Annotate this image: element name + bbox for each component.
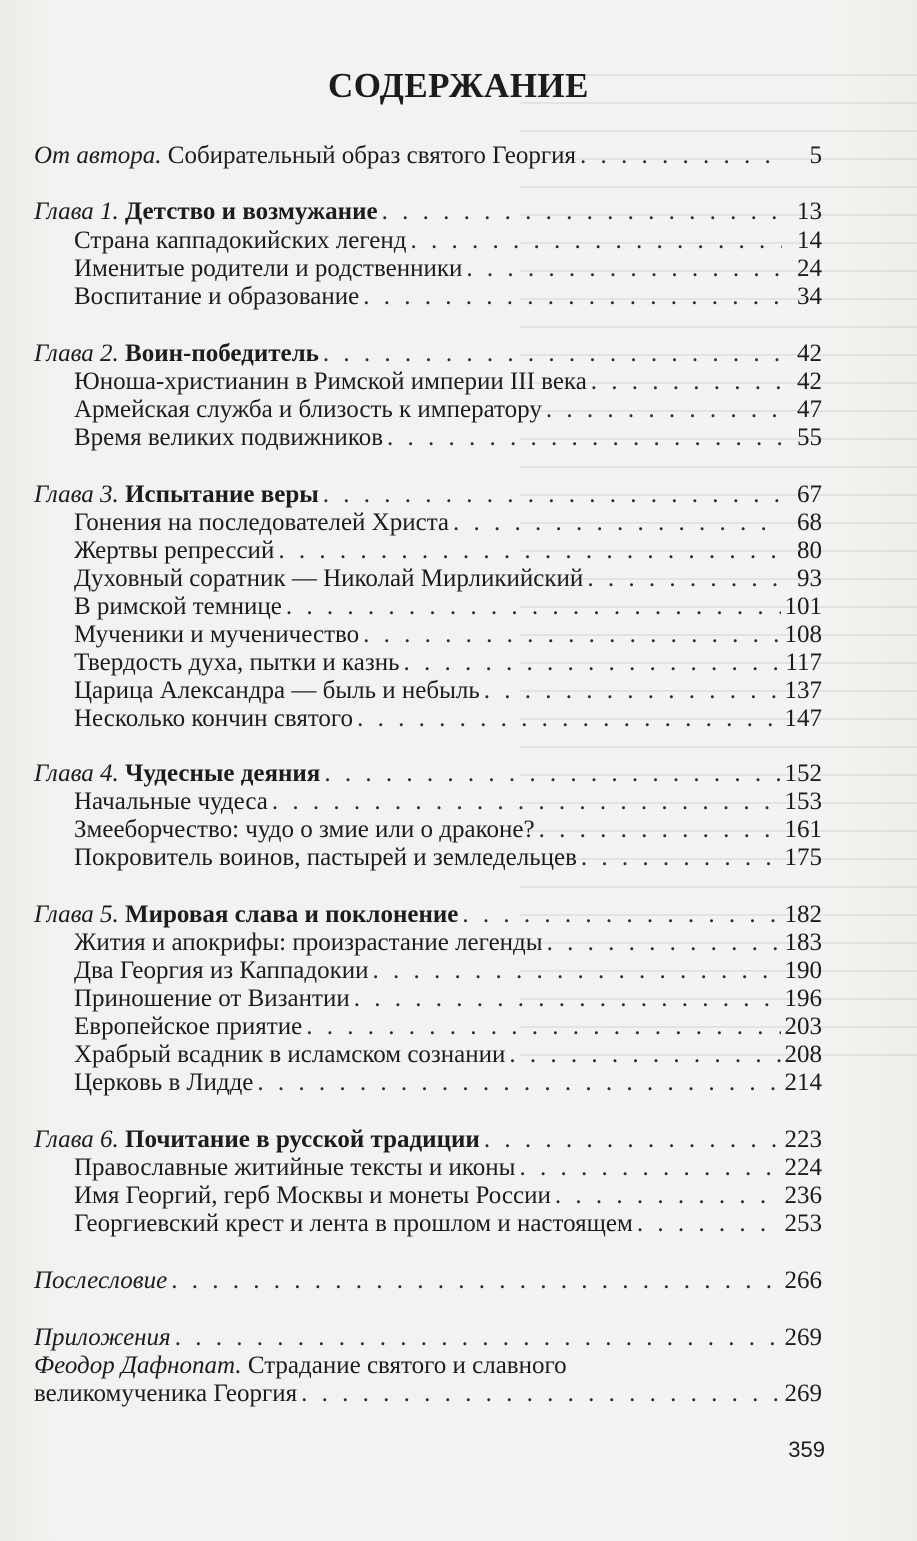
section-title: В римской темнице [74, 593, 282, 620]
chapter-prefix: Глава 4. [34, 760, 119, 787]
toc-section [34, 703, 822, 735]
page-number: 190 [784, 957, 822, 984]
section-title: Георгиевский крест и лента в прошлом и настоящем [74, 1210, 633, 1237]
page-number: 24 [797, 255, 822, 282]
entry-title: Страдание святого и славного [241, 1352, 567, 1379]
section-title: Страна каппадокийских легенд [74, 227, 407, 254]
page-number: 93 [797, 565, 822, 592]
section-title: Воспитание и образование [74, 283, 360, 310]
section-title: Храбрый всадник в исламском сознании [74, 1041, 506, 1068]
toc-entry-appendix-1-line-2 [34, 1378, 822, 1410]
section-title: Время великих подвижников [74, 424, 383, 451]
chapter-prefix: Глава 1. [34, 198, 119, 225]
page-number: 147 [784, 705, 822, 732]
leader-dots [257, 1067, 780, 1099]
chapter-title: Испытание веры [118, 481, 319, 508]
section-title: Именитые родители и родственники [74, 255, 463, 282]
page-number: 175 [784, 844, 822, 871]
section-title: Армейская служба и близость к императору [74, 396, 542, 423]
leader-dots [387, 422, 782, 454]
page-title: СОДЕРЖАНИЕ [327, 66, 589, 105]
section-title: Приношение от Византии [74, 985, 350, 1012]
section-title: Твердость духа, пытки и казнь [74, 649, 400, 676]
toc-section [34, 422, 822, 454]
section-title: Мученики и мученичество [74, 621, 360, 648]
leader-dots [637, 1208, 781, 1240]
page-number: 14 [797, 227, 822, 254]
section-title: Юноша-христианин в Римской империи III века [74, 368, 587, 395]
section-title: Гонения на последователей Христа [74, 509, 450, 536]
toc-section [34, 842, 822, 874]
page-number: 47 [797, 396, 822, 423]
page-number: 68 [797, 509, 822, 536]
page-number: 5 [809, 142, 822, 169]
section-title: Жития и апокрифы: произрастание легенды [74, 929, 543, 956]
page-number: 153 [784, 788, 822, 815]
page-number: 236 [784, 1182, 822, 1209]
chapter-prefix: Глава 2. [34, 340, 119, 367]
page-number: 13 [797, 198, 822, 225]
page-number: 269 [784, 1380, 822, 1407]
page-number: 269 [784, 1324, 822, 1351]
entry-title-continued: великомученика Георгия [34, 1380, 298, 1407]
toc-chapter-1 [34, 196, 822, 228]
page-folio-number: 359 [788, 1437, 825, 1462]
leader-dots [580, 140, 782, 172]
entry-prefix: От автора. [34, 142, 162, 169]
chapter-title: Мировая слава и поклонение [118, 901, 459, 928]
toc-section [34, 281, 822, 313]
chapter-prefix: Глава 3. [34, 481, 119, 508]
page-number: 117 [785, 649, 822, 676]
page-number: 55 [797, 424, 822, 451]
chapter-prefix: Глава 6. [34, 1126, 119, 1153]
toc-section [34, 1208, 822, 1240]
section-title: Церковь в Лидде [74, 1069, 254, 1096]
page-number: 196 [784, 985, 822, 1012]
section-title: Европейское приятие [74, 1013, 303, 1040]
page-number: 208 [784, 1041, 822, 1068]
page-number: 42 [797, 340, 822, 367]
page-number: 34 [797, 283, 822, 310]
leader-dots [363, 281, 782, 313]
page-number: 101 [784, 593, 822, 620]
leader-dots [581, 842, 781, 874]
entry-title: Послесловие [34, 1267, 168, 1294]
page-number: 183 [784, 929, 822, 956]
section-title: Два Георгия из Каппадокии [74, 957, 369, 984]
page-number: 108 [784, 621, 822, 648]
section-title: Покровитель воинов, пастырей и земледельцев [74, 844, 577, 871]
chapter-title: Детство и возмужание [118, 198, 378, 225]
page-number: 80 [797, 537, 822, 564]
page-number: 214 [784, 1069, 822, 1096]
page-number: 224 [784, 1154, 822, 1181]
entry-title: Собирательный образ святого Георгия [161, 142, 576, 169]
section-title: Жертвы репрессий [74, 537, 275, 564]
page-number: 203 [784, 1013, 822, 1040]
section-title: Царица Александра — быль и небыль [74, 677, 480, 704]
toc-entry-intro [34, 140, 822, 172]
leader-dots [357, 703, 780, 735]
page-number: 266 [784, 1267, 822, 1294]
page-number: 161 [784, 816, 822, 843]
page-number: 67 [797, 481, 822, 508]
entry-prefix: Феодор Дафнопат. [34, 1352, 242, 1379]
chapter-prefix: Глава 5. [34, 901, 119, 928]
leader-dots [382, 196, 782, 228]
chapter-title: Чудесные деяния [118, 760, 321, 787]
section-title: Православные житийные тексты и иконы [74, 1154, 516, 1181]
toc-section [34, 1067, 822, 1099]
chapter-title: Воин-победитель [118, 340, 319, 367]
section-title: Духовный соратник — Николай Мирликийский [74, 565, 584, 592]
entry-title: Приложения [34, 1324, 171, 1351]
page-number: 182 [784, 901, 822, 928]
page-number: 223 [784, 1126, 822, 1153]
toc-entry-afterword [34, 1265, 822, 1297]
page-number: 42 [797, 368, 822, 395]
leader-dots [301, 1378, 780, 1410]
page-number: 253 [784, 1210, 822, 1237]
section-title: Змееборчество: чудо о змие или о драконе? [74, 816, 535, 843]
page-number: 152 [784, 760, 822, 787]
page-number: 137 [784, 677, 822, 704]
section-title: Начальные чудеса [74, 788, 268, 815]
chapter-title: Почитание в русской традиции [118, 1126, 480, 1153]
leader-dots [171, 1265, 780, 1297]
section-title: Имя Георгий, герб Москвы и монеты России [74, 1182, 551, 1209]
section-title: Несколько кончин святого [74, 705, 354, 732]
